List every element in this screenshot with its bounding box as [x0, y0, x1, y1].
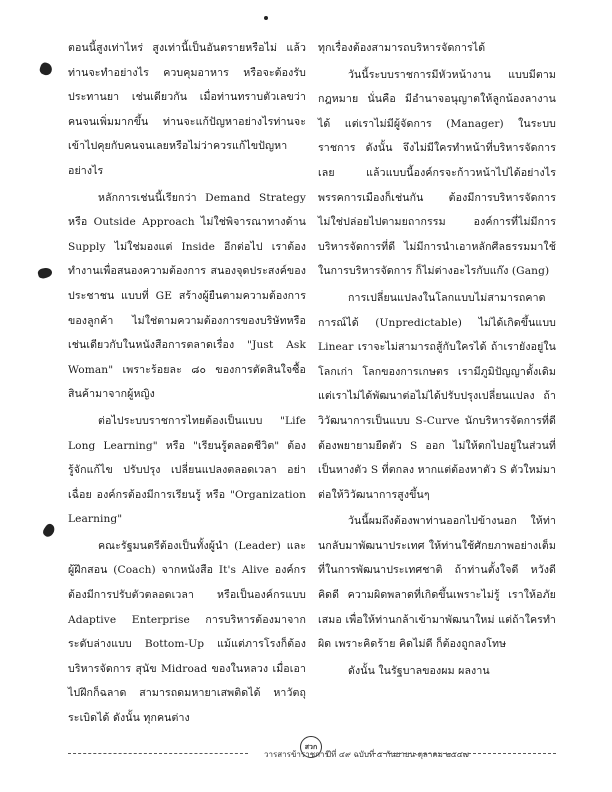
ink-blot-bullet — [37, 266, 53, 279]
paragraph: ทุกเรื่องต้องสามารถบริหารจัดการได้ — [318, 42, 486, 54]
paragraph: ต่อไประบบราชการไทยต้องเป็นแบบ "Life Long Learning" หรือ "เรียนรู้ตลอดชีวิต" ต้องรู้จักแก้ไข ปรับปรุง เปลี่ยนแปลงตลอดเวลา อย่าเฉื่อย องค์กรต้องมีการเรียนรู้ หรือ "Organization Learning" — [68, 414, 306, 526]
left-column — [68, 36, 306, 733]
footer-rule — [368, 753, 556, 754]
paragraph: คณะรัฐมนตรีต้องเป็นทั้งผู้นำ (Leader) และผู้ฝึกสอน (Coach) จากหนังสือ It's Alive องค์กรต้องมีการปรับตัวตลอดเวลา หรือเป็นองค์กรแบบ Adaptive Enterprise การบริหารต้องมาจากระดับล่างแบบ Bottom-Up แม้แต่ภารโรงก็ต้องบริหารจัดการ สุนัข Midroad ของในหลวง เมื่อเอาไปฝึกก็ฉลาด สามารถดมหายาเสพติดได้ หาวัตถุระเบิดได้ ดังนั้น ทุกคนต่าง — [68, 539, 306, 725]
paragraph: วันนี้ระบบราชการมีหัวหน้างาน แบบมีตามกฎหมาย นั่นคือ มีอำนาจอนุญาตให้ลูกน้องลางานได้ แต่เราไม่มีผู้จัดการ (Manager) ในระบบราชการ ดังนั้น จึงไม่มีใครทำหน้าที่บริหารจัดการเลย แล้วแบบนี้องค์กรจะก้าวหน้าไปได้อย่างไรพรรคการเมืองก็เช่นกัน ต้องมีการบริหารจัดการ ไม่ใช่ปล่อยไปตามยถากรรม องค์การที่ไม่มีการบริหารจัดการที่ดี ไม่มีการนำเอาหลักศีลธรรมมาใช้ในการบริหารจัดการ ก็ไม่ต่างอะไรกับแก๊ง (Gang) — [318, 68, 556, 278]
page-mark — [264, 16, 268, 20]
issue-info: ปีที่ ๔๙ ฉบับที่ ๕ กันยายน-ตุลาคม ๒๕๔๗ — [326, 750, 469, 759]
paragraph: ดังนั้น ในรัฐบาลของผม ผลงาน — [348, 664, 490, 677]
paragraph: ตอนนี้สูงเท่าไหร่ สูงเท่านี้เป็นอันตรายหรือไม่ แล้วท่านจะทำอย่างไร ควบคุมอาหาร หรือจะต้องรับประทานยา เช่นเดียวกัน เมื่อท่านทราบตัวเลขว่าคนจนเพิ่มมากขึ้น ท่านจะแก้ปัญหาอย่างไรท่านจะเข้าไปคุยกับคนจนเลยหรือไม่ว่าควรแก้ไขปัญหาอย่างไร — [68, 42, 306, 177]
ink-blot-bullet — [41, 522, 57, 538]
journal-name: วารสารข้าราชการ — [264, 750, 329, 759]
footer-rule — [68, 753, 248, 754]
page-footer — [68, 742, 556, 766]
paragraph: การเปลี่ยนแปลงในโลกแบบไม่สามารถคาดการณ์ได้ (Unpredictable) ไม่ได้เกิดขึ้นแบบ Linear เราจะไม่สามารถสู้กับใครได้ ถ้าเรายังอยู่ในโลกเก่า โลกของการเกษตร เรามีภูมิปัญญาดั้งเดิม แต่เราไม่ได้พัฒนาต่อไม่ได้ปรับปรุงเปลี่ยนแปลง ถ้าวิวัฒนาการเป็นแบบ S-Curve นักบริหารจัดการที่ดีต้องพยายามยืดตัว S ออก ไม่ให้ตกไปอยู่ในส่วนที่เป็นหางตัว S ที่ตกลง หากแต่ต้องหาตัว S ตัวใหม่มาต่อให้วิวัฒนาการสูงขึ้นๆ — [318, 291, 556, 501]
journal-logo: สวก — [300, 736, 322, 758]
paragraph: วันนี้ผมถึงต้องพาท่านออกไปข้างนอก ให้ท่านกลับมาพัฒนาประเทศ ให้ท่านใช้ศักยภาพอย่างเต็มที่ในการพัฒนาประเทศชาติ ถ้าท่านตั้งใจดี หวังดี คิดดี ความผิดพลาดที่เกิดขึ้นเพราะไม่รู้ เราให้อภัยเสมอ เพื่อให้ท่านกล้าเข้ามาพัฒนาใหม่ แต่ถ้าใครทำผิด เพราะคิดร้าย คิดไม่ดี ก็ต้องถูกลงโทษ — [318, 515, 556, 651]
paragraph: หลักการเช่นนี้เรียกว่า Demand Strategy หรือ Outside Approach ไม่ใช่พิจารณาทางด้าน Supply ไม่ใช่มองแต่ Inside อีกต่อไป เราต้องทำงานเพื่อสนองความต้องการ สนองจุดประสงค์ของประชาชน แบบที่ GE สร้างผู้ยืนตามความต้องการของลูกค้า ไม่ใช่ตามความต้องการของบริษัทหรือเช่นเดียวกับในหนังสือการตลาดเรื่อง "Just Ask Woman" เพราะร้อยละ ๘๐ ของการตัดสินใจซื้อสินค้ามาจากผู้หญิง — [68, 191, 306, 401]
right-column — [318, 36, 556, 685]
ink-blot-bullet — [38, 61, 53, 76]
